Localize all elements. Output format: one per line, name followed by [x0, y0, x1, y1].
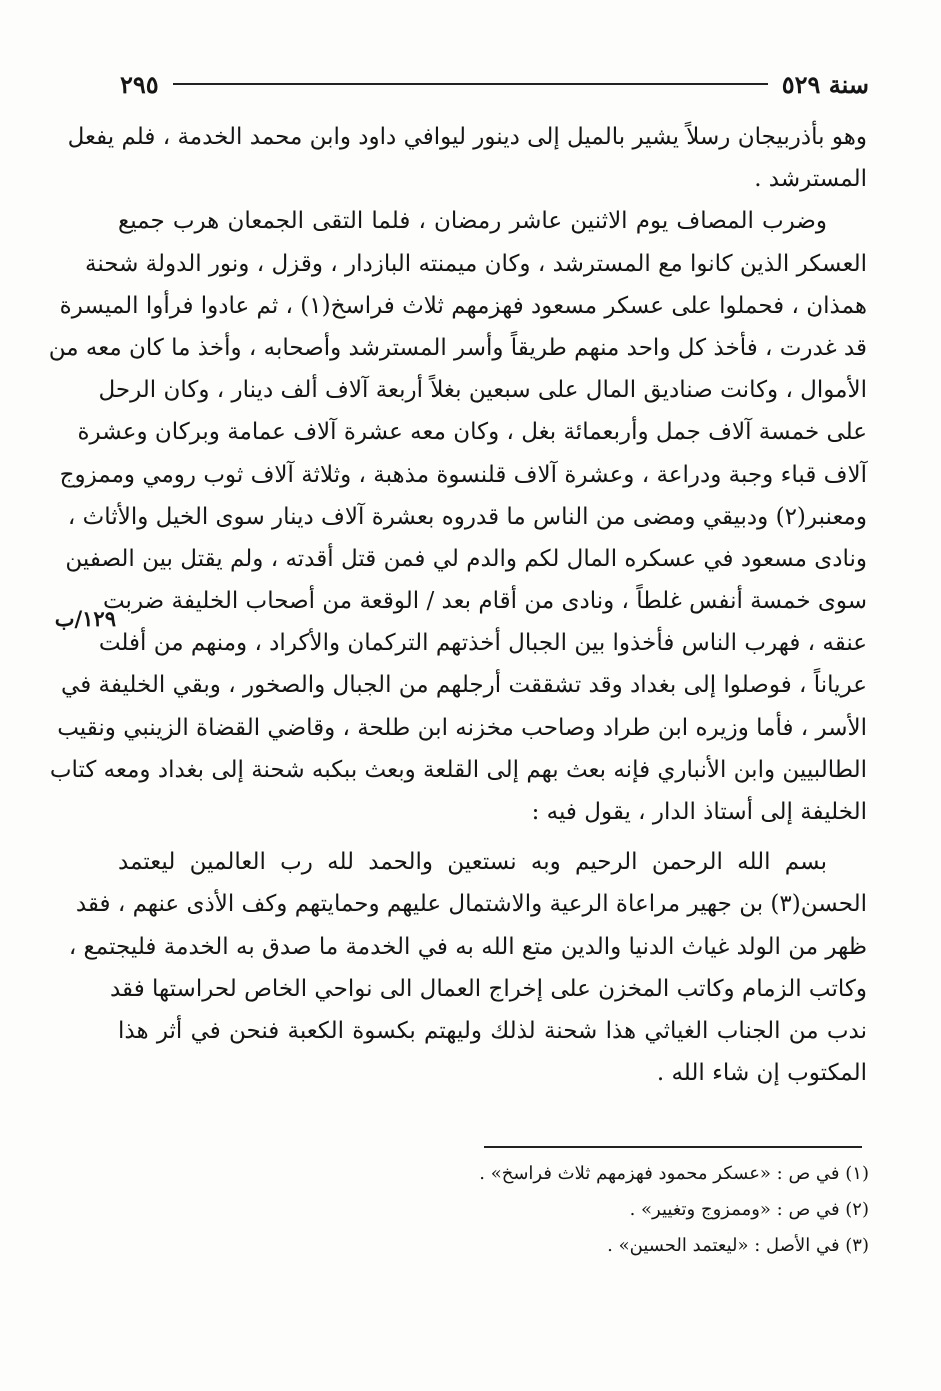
text-line: عرياناً ، فوصلوا إلى بغداد وقد تشققت أرجلهم من الجبال والصخور ، وبقي الخليفة في	[61, 672, 867, 699]
text-line: الخليفة إلى أستاذ الدار ، يقول فيه :	[531, 799, 867, 825]
text-line: همذان ، فحملوا على عسكر مسعود فهزمهم ثلاث فراسخ(١) ، ثم عادوا فرأوا الميسرة	[59, 292, 867, 319]
text-line: آلاف قباء وجبة ودراعة ، وعشرة آلاف قلنسوة مذهبة ، وثلاثة آلاف ثوب رومي وممزوج	[59, 461, 867, 488]
paragraph-start-line: وضرب المصاف يوم الاثنين عاشر رمضان ، فلما التقى الجمعان هرب جميع	[118, 208, 827, 235]
text-line: ونادى مسعود في عسكره المال لكم والدم لي فمن قتل أقدته ، ولم يقتل بين الصفين	[65, 545, 867, 572]
text-line: ومعنبر(٢) ودبيقي ومضى من الناس ما قدروه بعشرة آلاف دينار سوى الخيل والأثاث ،	[67, 503, 867, 530]
text-line: ندب من الجناب الغياثي هذا شحنة لذلك وليهتم بكسوة الكعبة فنحن في أثر هذا	[118, 1017, 867, 1044]
text-line: وكاتب الزمام وكاتب المخزن على إخراج العمال الى نواحي الخاص لحراستها فقد	[109, 975, 867, 1002]
page-header	[120, 64, 869, 104]
text-line: عنقه ، فهرب الناس فأخذوا بين الجبال أخذتهم التركمان والأكراد ، ومنهم من أفلت	[98, 630, 867, 657]
footnote-2: (٢) في ص : «وممزوج وتغيير» .	[629, 1199, 869, 1220]
text-line: المسترشد .	[754, 166, 867, 193]
page-number: ٢٩٥	[120, 69, 159, 99]
footnote-rule	[484, 1146, 862, 1148]
text-line: على خمسة آلاف جمل وأربعمائة بغل ، وكان معه عشرة آلاف عمامة وبركان وعشرة	[77, 419, 867, 446]
text-line: العسكر الذين كانوا مع المسترشد ، وكان ميمنته البازدار ، وقزل ، ونور الدولة شحنة	[84, 250, 867, 277]
text-line: المكتوب إن شاء الله .	[656, 1060, 867, 1087]
text-line: وهو بأذربيجان رسلاً يشير بالميل إلى دينور ليوافي داود وابن محمد الخدمة ، فلم يفعل	[67, 124, 867, 150]
text-line: الأسر ، فأما وزيره ابن طراد وصاحب مخزنه ابن طلحة ، وقاضي القضاة الزينبي ونقيب	[57, 714, 867, 741]
text-line: سوى خمسة أنفس غلطاً ، ونادى من أقام بعد / الوقعة من أصحاب الخليفة ضربت	[102, 588, 867, 615]
header-year: سنة ٥٢٩	[781, 69, 869, 99]
text-line: الحسن(٣) بن جهير مراعاة الرعية والاشتمال عليهم وحمايتهم وكف الأذى عنهم ، فقد	[75, 891, 867, 918]
text-line: الطالبيين وابن الأنباري فإنه بعث بهم إلى القلعة وبعث ببكبه شحنة إلى بغداد ومعه كتاب	[49, 756, 867, 783]
footnote-1: (١) في ص : «عسكر محمود فهزمهم ثلاث فراسخ» .	[479, 1163, 869, 1184]
footnote-3: (٣) في الأصل : «ليعتمد الحسين» .	[607, 1235, 869, 1256]
text-line: قد غدرت ، فأخذ كل واحد منهم طريقاً وأسر المسترشد وأصحابه ، وأخذ ما كان معه من	[48, 334, 867, 361]
paragraph-start-line: بسم الله الرحمن الرحيم وبه نستعين والحمد لله رب العالمين ليعتمد	[118, 849, 827, 876]
footnotes	[109, 1156, 869, 1264]
text-line: ظهر من الولد غياث الدنيا والدين متع الله به في الخدمة ما صدق به الخدمة فليجتمع ،	[68, 933, 867, 960]
margin-folio-note: ١٢٩/ب	[54, 606, 116, 631]
header-rule	[173, 83, 768, 85]
text-line: الأموال ، وكانت صناديق المال على سبعين بغلاً أربعة آلاف ألف دينار ، وكان الرحل	[98, 377, 867, 404]
